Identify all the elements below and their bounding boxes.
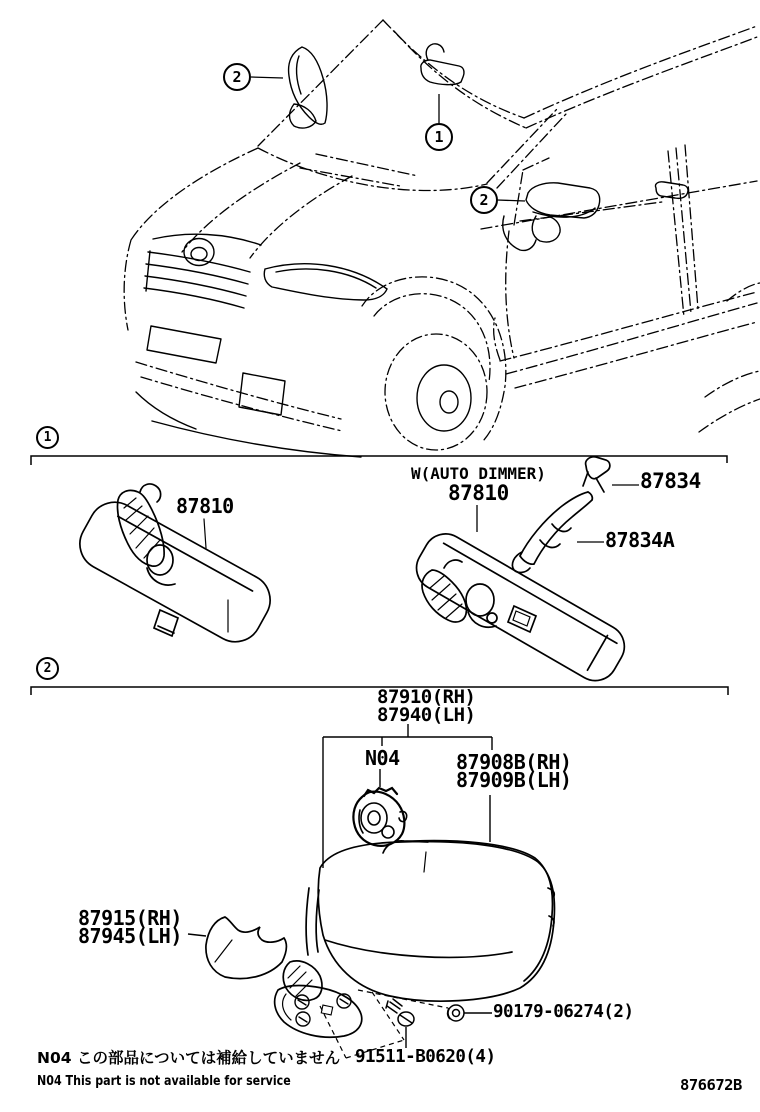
callout-number: 2 bbox=[232, 68, 242, 86]
part-number-lh: 87940(LH) bbox=[377, 704, 476, 726]
part-label-bracket: 87834A bbox=[605, 528, 675, 552]
variant-note-auto-dimmer: W(AUTO DIMMER) bbox=[411, 464, 546, 483]
section2-label-tree bbox=[323, 724, 492, 868]
part-number-lh: 87909B(LH) bbox=[456, 768, 572, 792]
footnote-english: N04 This part is not available for service bbox=[37, 1073, 291, 1089]
auto-dimmer-mirror-drawing bbox=[409, 457, 633, 689]
mirror-cover-drawing bbox=[206, 917, 287, 979]
part-number-rh: 87908B(RH) bbox=[456, 750, 572, 774]
part-number-rh: 87915(RH) bbox=[78, 906, 182, 930]
callout-number: 2 bbox=[479, 191, 489, 209]
base-screw-bosses bbox=[295, 994, 351, 1026]
callout-leaders bbox=[251, 77, 525, 201]
callout-outer-mirror-door bbox=[470, 186, 498, 214]
part-label-screw: 91511-B0620(4) bbox=[355, 1047, 496, 1067]
part-label-mirror-assembly bbox=[377, 688, 475, 724]
headlight bbox=[264, 264, 387, 300]
part-number-rh: 87910(RH) bbox=[377, 686, 476, 708]
clip-87834-drawing bbox=[583, 457, 610, 492]
part-label-dimmer-mirror: 87810 bbox=[448, 481, 509, 505]
section2-marker bbox=[36, 657, 59, 680]
section1-marker bbox=[36, 426, 59, 449]
door-mirror-on-car bbox=[503, 183, 600, 251]
section-number: 2 bbox=[43, 661, 52, 676]
figure-code: 876672B bbox=[680, 1076, 742, 1094]
car-solid-details bbox=[136, 44, 688, 457]
callout-number: 1 bbox=[434, 128, 444, 146]
part-label-mirror-cover bbox=[78, 906, 182, 948]
nut-drawing bbox=[448, 1005, 464, 1021]
standard-interior-mirror-drawing bbox=[71, 484, 280, 651]
front-wheel bbox=[417, 365, 471, 431]
bracket-87834A-drawing bbox=[512, 492, 592, 572]
footnote-japanese: N04 この部品については補給していません bbox=[37, 1049, 341, 1067]
part-label-actuator: N04 bbox=[365, 746, 400, 770]
exploded-outer-mirror-piece bbox=[289, 47, 327, 128]
section-number: 1 bbox=[43, 430, 52, 445]
part-label-nut: 90179-06274(2) bbox=[493, 1002, 634, 1022]
actuator-drawing bbox=[353, 788, 406, 846]
callout-outer-mirror-top bbox=[223, 63, 251, 91]
part-number-lh: 87945(LH) bbox=[78, 924, 182, 948]
callout-interior-mirror bbox=[425, 123, 453, 151]
section2-leaders bbox=[188, 934, 492, 1048]
screw-drawing bbox=[386, 999, 414, 1026]
part-label-standard-mirror: 87810 bbox=[176, 494, 234, 518]
part-label-outer-mirror bbox=[456, 750, 572, 792]
part-label-clip: 87834 bbox=[640, 469, 701, 493]
